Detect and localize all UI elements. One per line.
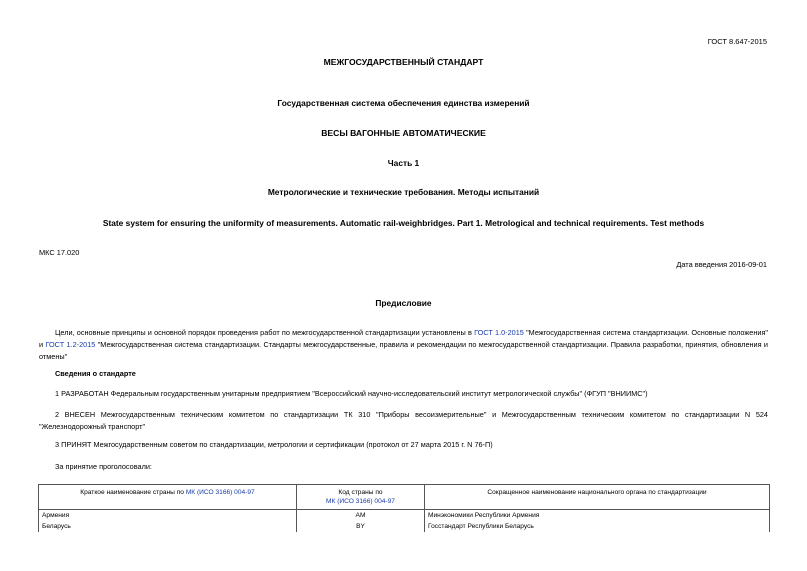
item-introduced: 2 ВНЕСЕН Межгосударственным техническим комитетом по стандартизации ТК 310 "Приборы весоизмерительные" и Межгосударственным техническим комитетом по стандартизации N 524 "Железнодорожный транспорт" bbox=[39, 410, 768, 431]
english-title: State system for ensuring the uniformity of measurements. Automatic rail-weighbridges. Part 1. Metrological and technical requirements. Test methods bbox=[102, 218, 705, 228]
intro-date: Дата введения 2016-09-01 bbox=[676, 260, 767, 269]
gost-number: ГОСТ 8.647-2015 bbox=[707, 37, 767, 46]
cell-country: Армения bbox=[39, 510, 297, 522]
subtitle-heading: Метрологические и технические требования. Методы испытаний bbox=[267, 187, 540, 197]
column-header-code bbox=[297, 485, 425, 510]
cell-country: Беларусь bbox=[39, 521, 297, 532]
column-header-body: Сокращенное наименование национального органа по стандартизации bbox=[425, 485, 770, 510]
table-row bbox=[39, 521, 770, 532]
cell-code: BY bbox=[297, 521, 425, 532]
system-heading: Государственная система обеспечения единства измерений bbox=[277, 98, 530, 108]
preface-paragraph bbox=[39, 327, 768, 363]
table-header-row bbox=[39, 485, 770, 510]
paragraph-text: Цели, основные принципы и основной порядок проведения работ по межгосударственной стандартизации установлены в bbox=[55, 328, 475, 337]
preface-heading: Предисловие bbox=[375, 298, 432, 308]
iso-3166-link[interactable]: МК (ИСО 3166) 004-97 bbox=[326, 498, 395, 505]
item-adopted: 3 ПРИНЯТ Межгосударственным советом по стандартизации, метрологии и сертификации (протокол от 27 марта 2015 г. N 76-П) bbox=[55, 440, 493, 449]
table-row bbox=[39, 510, 770, 522]
document-title: ВЕСЫ ВАГОННЫЕ АВТОМАТИЧЕСКИЕ bbox=[321, 128, 486, 138]
paragraph-text: "Межгосударственная система стандартизации. Стандарты межгосударственные, правила и рекомендации по межгосударственной стандартизации. Правила разработки, принятия, обновления и отмены" bbox=[39, 340, 769, 361]
header-text: Код страны по bbox=[338, 489, 383, 496]
gost-1-0-link[interactable]: ГОСТ 1.0-2015 bbox=[474, 328, 524, 337]
countries-table bbox=[38, 484, 770, 532]
header-text: Краткое наименование страны по bbox=[80, 489, 186, 496]
cell-code: AM bbox=[297, 510, 425, 522]
voted-label: За принятие проголосовали: bbox=[55, 462, 152, 471]
cell-body: Минэкономики Республики Армения bbox=[425, 510, 770, 522]
cell-body: Госстандарт Республики Беларусь bbox=[425, 521, 770, 532]
paragraph-text: "Межгосударственная система стандартизации. Основные положения" и bbox=[39, 328, 768, 349]
part-heading: Часть 1 bbox=[387, 158, 420, 168]
column-header-country bbox=[39, 485, 297, 510]
info-heading: Сведения о стандарте bbox=[55, 369, 136, 378]
mks-code: МКС 17.020 bbox=[39, 248, 80, 257]
item-developed: 1 РАЗРАБОТАН Федеральным государственным унитарным предприятием "Всероссийский научно-исследовательский институт метрологической службы" (ФГУП "ВНИИМС") bbox=[55, 389, 648, 398]
gost-1-2-link[interactable]: ГОСТ 1.2-2015 bbox=[45, 340, 96, 349]
standard-type-heading: МЕЖГОСУДАРСТВЕННЫЙ СТАНДАРТ bbox=[323, 57, 484, 67]
iso-3166-link[interactable]: МК (ИСО 3166) 004-97 bbox=[185, 489, 255, 496]
